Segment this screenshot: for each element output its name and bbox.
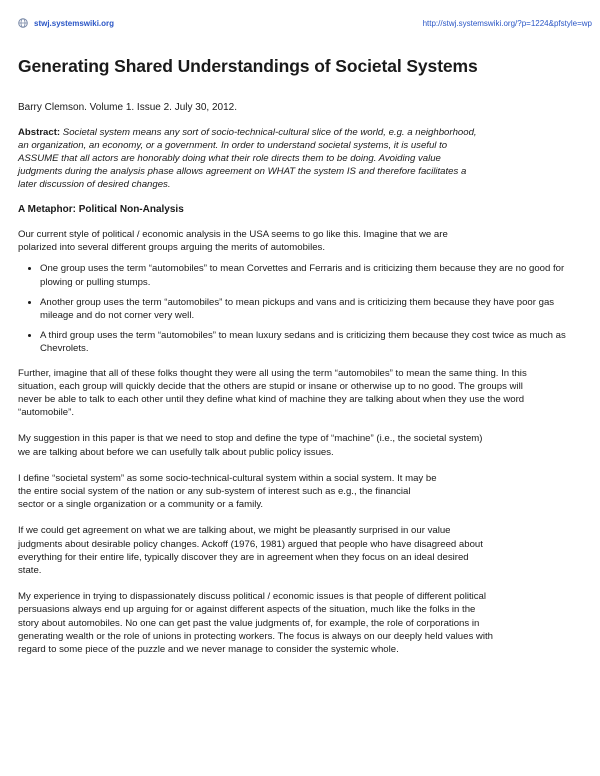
site-link[interactable] — [18, 18, 114, 28]
list-item: • A third group uses the term “automobiles” to mean luxury sedans and is criticizing them because they cost twice as much as Chevrolets. — [40, 329, 580, 355]
globe-icon — [18, 18, 28, 28]
list-item: • Another group uses the term “automobiles” to mean pickups and vans and is criticizing them because they have poor gas mileage and do not corner very well. — [40, 296, 580, 322]
page-url[interactable]: http://stwj.systemswiki.org/?p=1224&pfstyle=wp — [422, 18, 592, 28]
abstract — [18, 126, 478, 191]
bullet-list — [18, 262, 580, 355]
article-title: Generating Shared Understandings of Societal Systems — [18, 56, 478, 76]
print-header — [18, 16, 592, 30]
section-heading: A Metaphor: Political Non-Analysis — [18, 204, 184, 215]
byline: Barry Clemson. Volume 1. Issue 2. July 30, 2012. — [18, 102, 237, 113]
paragraph-agreement: If we could get agreement on what we are talking about, we might be pleasantly surprised in our value judgments about desirable policy changes. Ackoff (1976, 1981) argued that people who have disagreed about everything for their entire life, typically discover they are in agreement when they focus on an ideal desired state. — [18, 525, 483, 577]
site-name: stwj.systemswiki.org — [34, 18, 115, 28]
article — [18, 56, 582, 656]
abstract-label: Abstract: — [18, 127, 61, 138]
paragraph-definition: I define “societal system” as some socio-technical-cultural system within a social system. It may be the entire social system of the nation or any sub-system of interest such as e.g., the financial sector or a single organization or a community or a family. — [18, 472, 437, 511]
paragraph-intro: Our current style of political / economic analysis in the USA seems to go like this. Imagine that we are polarized into several different groups arguing the merits of automobiles. — [18, 229, 448, 254]
paragraph-experience: My experience in trying to dispassionately discuss political / economic issues is that people of different political persuasions always end up arguing for or against different aspects of the situation, much like the folks in the story about automobiles. No one can get past the value judgments of, for example, the role of corporations in generating wealth or the role of unions in protecting workers. The focus is always on our deeply held values with regard to some piece of the puzzle and we never manage to consider the systemic whole. — [18, 591, 493, 656]
paragraph-suggestion: My suggestion in this paper is that we need to stop and define the type of “machine” (i.e., the societal system) we are talking about before we can usefully talk about public policy issues. — [18, 433, 483, 458]
list-item: • One group uses the term “automobiles” to mean Corvettes and Ferraris and is criticizing them because they are no good for plowing or pulling stumps. — [40, 262, 580, 288]
paragraph-further: Further, imagine that all of these folks thought they were all using the term “automobiles” to mean the same thing. In this situation, each group will quickly decide that the others are stupid or insane or otherwise up to no good. The groups will never be able to talk to each other until they define what kind of machine they are talking about when they use the word “automobile”. — [18, 367, 527, 419]
abstract-text: Societal system means any sort of socio-technical-cultural slice of the world, e.g. a neighborhood, an organization, an economy, or a government. In order to understand societal systems, it is useful to ASSUME that all actors are honorably doing what their role directs them to be doing. Avoiding value judgments during the analysis phase allows agreement on WHAT the system IS and therefore facilitates a later discussion of desired changes. — [18, 127, 477, 190]
